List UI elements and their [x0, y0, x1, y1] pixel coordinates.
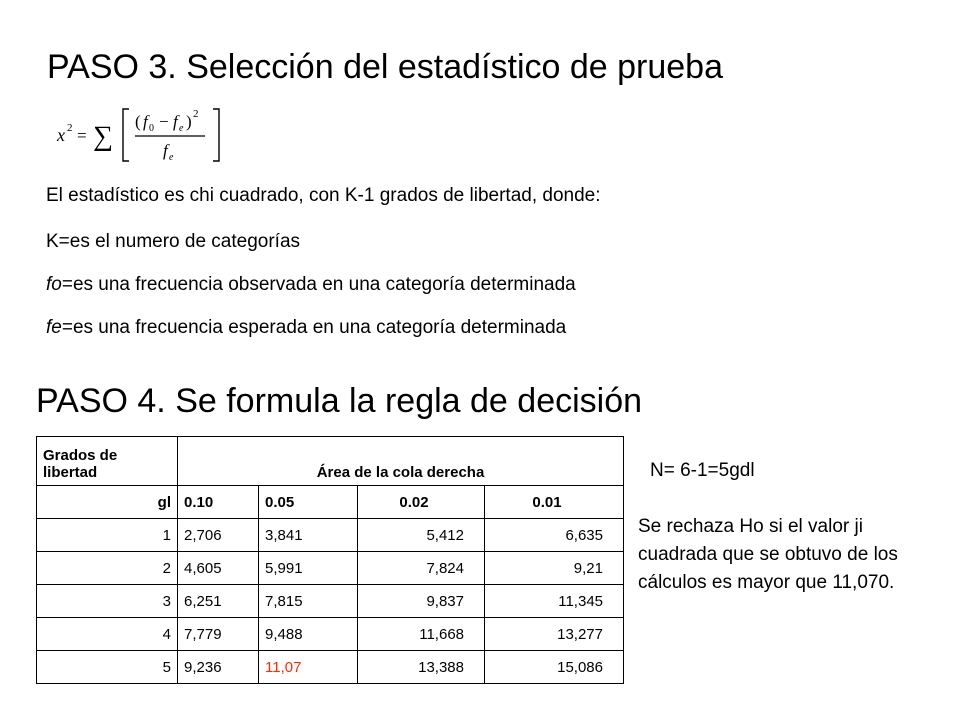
table-cell: 13,388 — [358, 651, 485, 684]
table-row — [37, 519, 624, 552]
header-alpha: 0.02 — [358, 486, 485, 519]
table-cell: 9,837 — [358, 585, 485, 618]
table-cell: 5,412 — [358, 519, 485, 552]
table-cell: 9,236 — [178, 651, 259, 684]
table-cell: 4 — [37, 618, 178, 651]
table-row — [37, 585, 624, 618]
term-fo: fo — [46, 274, 62, 295]
table-cell: 2,706 — [178, 519, 259, 552]
table-cell: 15,086 — [485, 651, 624, 684]
table-cell: 7,779 — [178, 618, 259, 651]
definition-line-3 — [46, 274, 576, 296]
formula-num-close: ) — [186, 112, 192, 131]
table-cell: 7,815 — [259, 585, 358, 618]
definition-line-4-text: =es una frecuencia esperada en una categoría determinada — [61, 317, 567, 338]
formula-num-open: ( — [135, 112, 141, 131]
chi-square-formula — [55, 103, 245, 165]
paso3-title: PASO 3. Selección del estadístico de prueba — [47, 48, 723, 86]
decision-rule-text: Se rechaza Ho si el valor ji cuadrada que se obtuvo de los cálculos es mayor que 11,070. — [638, 516, 898, 593]
table-cell: 6,635 — [485, 519, 624, 552]
table-cell: 1 — [37, 519, 178, 552]
critical-value-cell: 11,07 — [259, 651, 358, 684]
table-cell: 13,277 — [485, 618, 624, 651]
header-gl: gl — [37, 486, 178, 519]
table-cell: 11,345 — [485, 585, 624, 618]
formula-minus: − — [159, 112, 169, 131]
header-right-tail-area: Área de la cola derecha — [178, 437, 624, 486]
table-cell: 5,991 — [259, 552, 358, 585]
header-alpha: 0.05 — [259, 486, 358, 519]
formula-fe-sub: e — [179, 123, 184, 134]
chi-square-table — [36, 436, 624, 684]
degrees-of-freedom-note: N= 6-1=5gdl — [650, 460, 755, 481]
header-alpha: 0.10 — [178, 486, 259, 519]
formula-lhs: x — [57, 125, 65, 145]
table-cell: 3 — [37, 585, 178, 618]
table-cell: 7,824 — [358, 552, 485, 585]
table-row — [37, 552, 624, 585]
header-alpha: 0.01 — [485, 486, 624, 519]
definition-line-2: K=es el numero de categorías — [46, 231, 301, 252]
formula-fe: f — [173, 112, 178, 131]
formula-right-bracket — [213, 109, 219, 161]
table-row — [37, 651, 624, 684]
table-cell: 11,668 — [358, 618, 485, 651]
table-subheader-row — [37, 486, 624, 519]
table-cell: 9,21 — [485, 552, 624, 585]
table-cell: 9,488 — [259, 618, 358, 651]
definition-line-4 — [46, 317, 566, 339]
formula-lhs-exp: 2 — [67, 122, 73, 134]
formula-left-bracket — [123, 109, 129, 161]
table-row — [37, 618, 624, 651]
header-degrees-freedom: Grados de libertad — [37, 437, 178, 486]
formula-f0: f — [143, 112, 148, 131]
formula-equals: = — [77, 126, 87, 145]
table-header-row — [37, 437, 624, 486]
table-cell: 4,605 — [178, 552, 259, 585]
definition-line-3-text: =es una frecuencia observada en una categoría determinada — [61, 274, 576, 295]
table-cell: 2 — [37, 552, 178, 585]
formula-num-exp: 2 — [193, 108, 199, 120]
table-cell: 3,841 — [259, 519, 358, 552]
table-cell: 6,251 — [178, 585, 259, 618]
table-cell: 5 — [37, 651, 178, 684]
formula-den-sub: e — [169, 152, 174, 163]
term-fe: fe — [46, 317, 62, 338]
formula-den: f — [163, 141, 168, 160]
formula-f0-sub: 0 — [149, 123, 154, 134]
formula-sum: ∑ — [93, 121, 113, 152]
paso4-title: PASO 4. Se formula la regla de decisión — [36, 382, 643, 420]
definition-line-1: El estadístico es chi cuadrado, con K-1 grados de libertad, donde: — [46, 185, 601, 206]
